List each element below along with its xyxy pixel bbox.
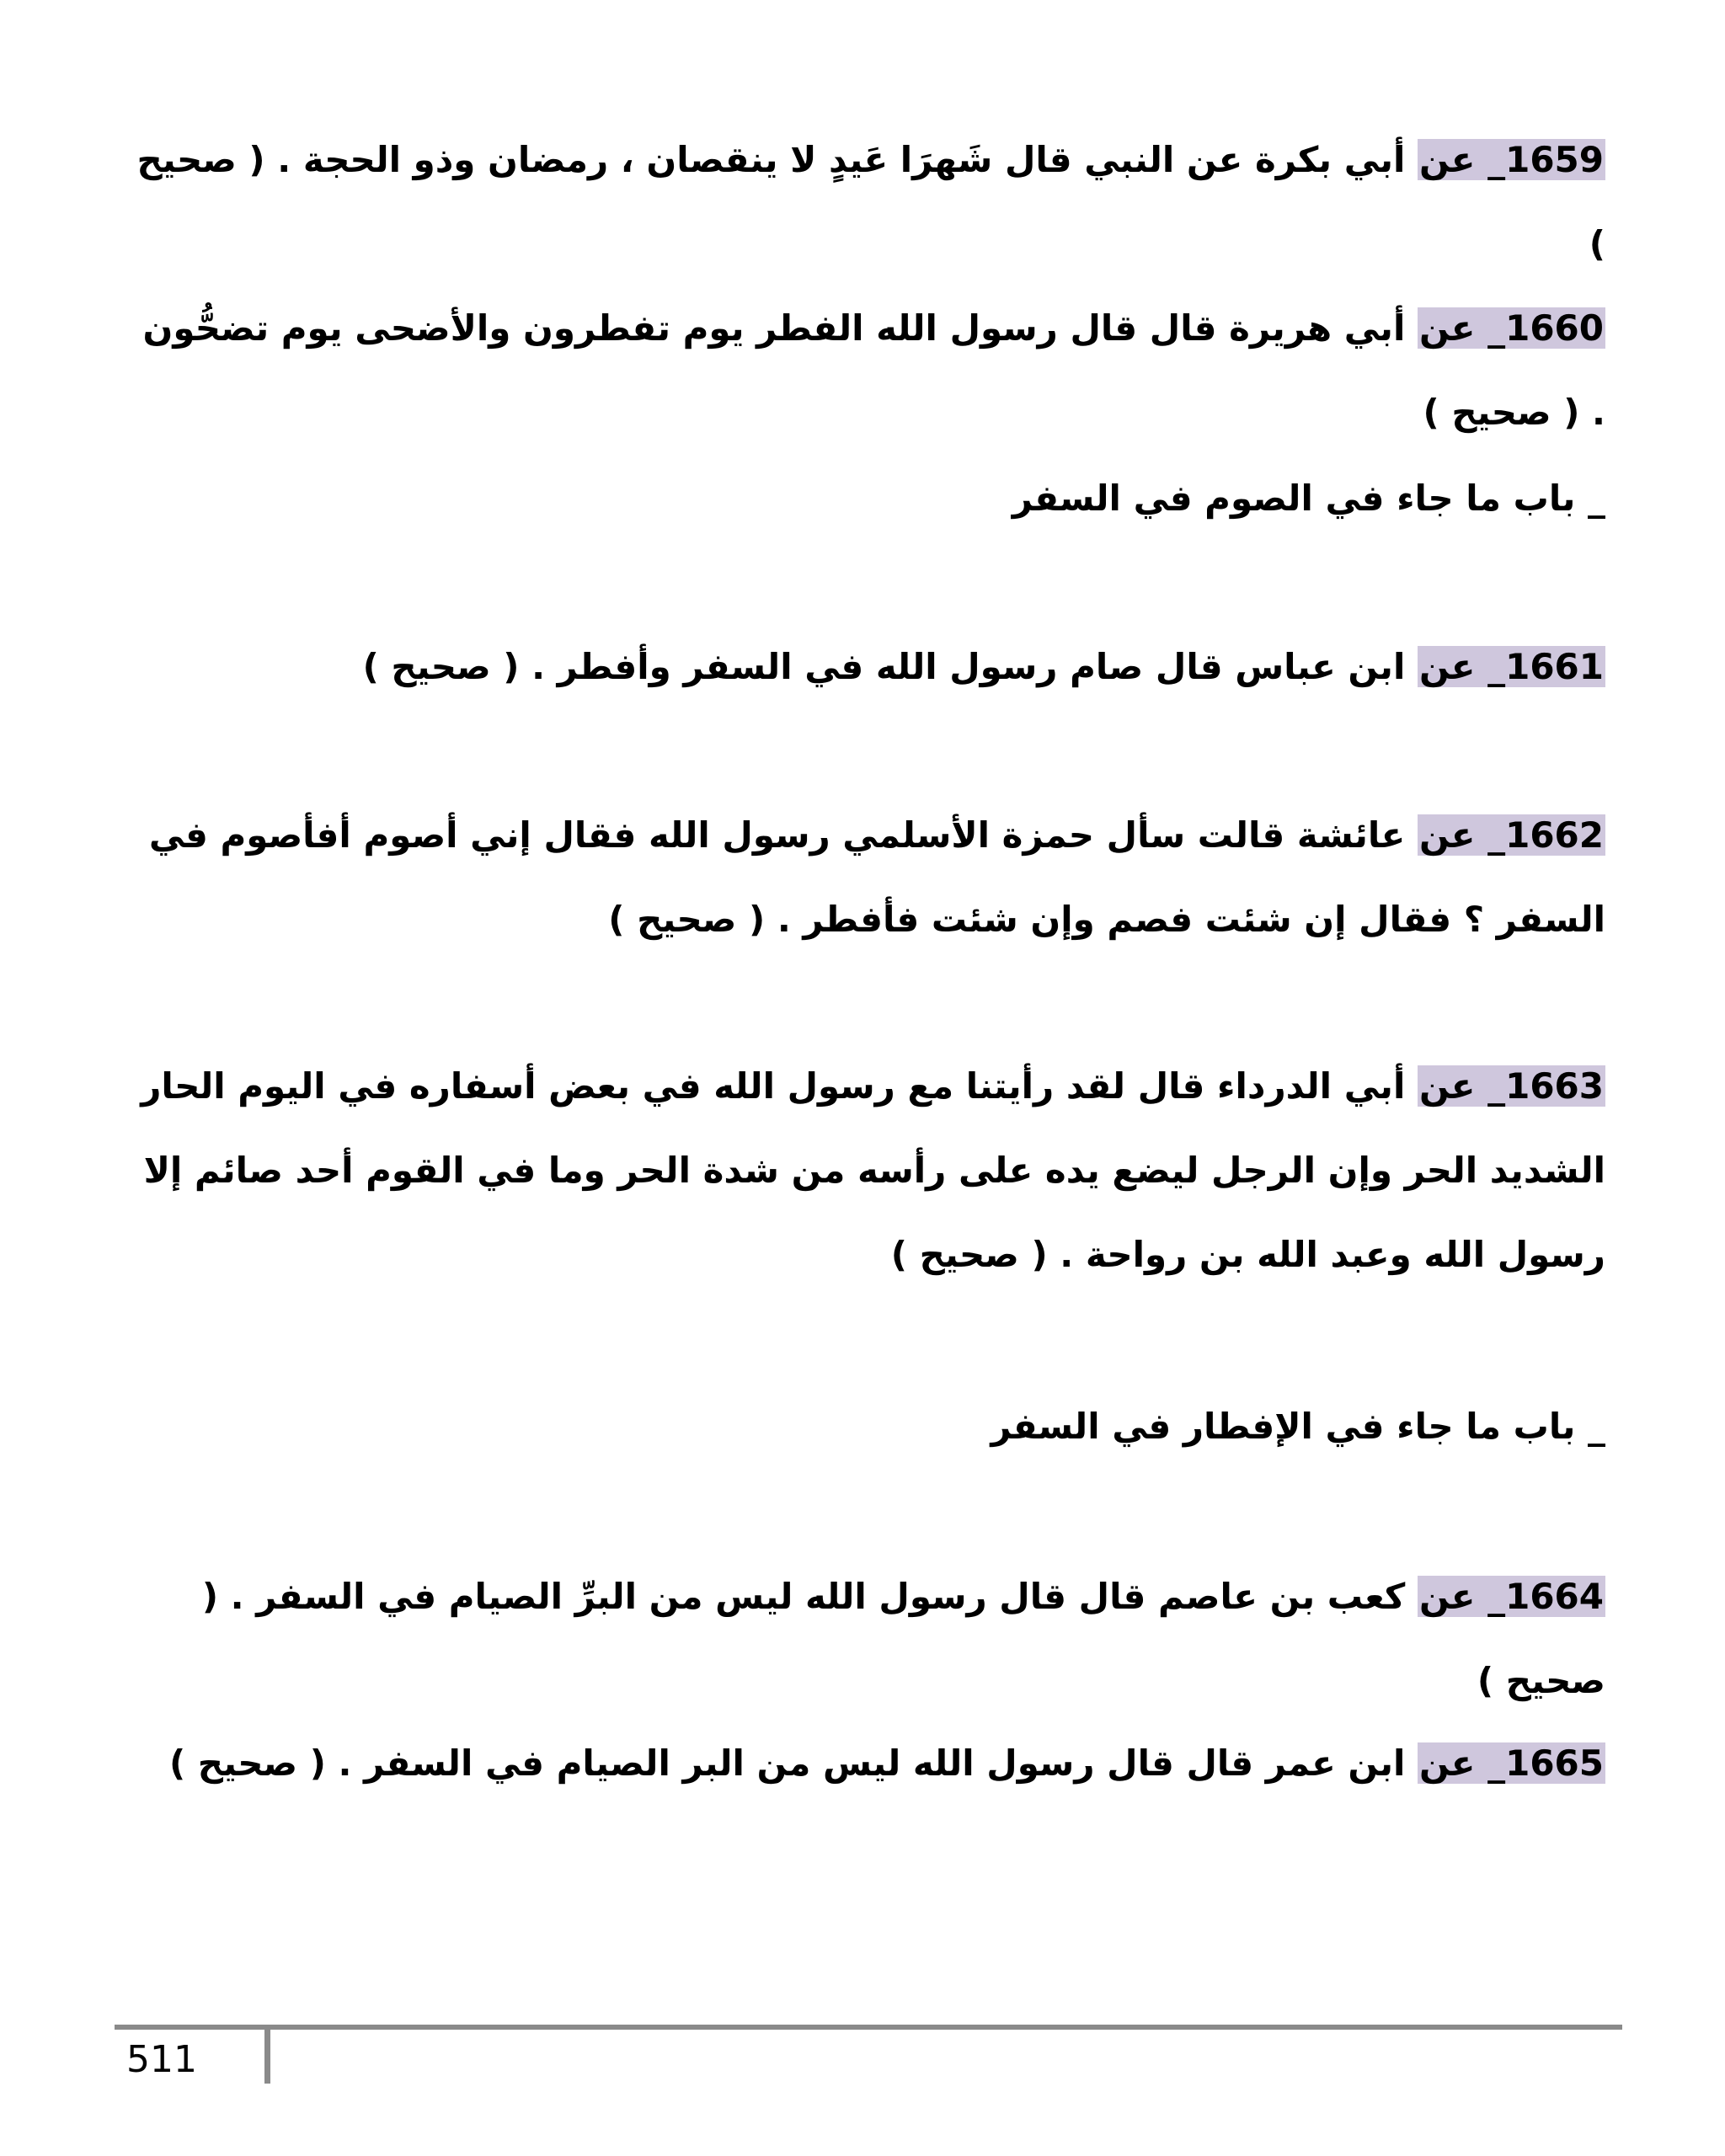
hadith-number: 1662	[1505, 814, 1604, 856]
hadith-1662	[135, 793, 1605, 962]
hadith-number: 1664	[1505, 1576, 1604, 1617]
hadith-text: أبي الدرداء قال لقد رأيتنا مع رسول الله في بعض أسفاره في اليوم الحار الشديد الحر وإن الرجل ليضع يده على رأسه من شدة الحر وما في القوم أحد صائم إلا رسول الله وعبد الله بن رواحة . ( صحيح )	[141, 1065, 1605, 1275]
hadith-text: ابن عمر قال قال رسول الله ليس من البر الصيام في السفر . ( صحيح )	[168, 1742, 1418, 1784]
hadith-number: 1665	[1505, 1742, 1604, 1784]
hadith-1659	[135, 118, 1605, 286]
hadith-1664	[135, 1555, 1605, 1723]
hadith-text: عائشة قالت سأل حمزة الأسلمي رسول الله فقال إني أصوم أفأصوم في السفر ؟ فقال إن شئت فصم وإن شئت فأفطر . ( صحيح )	[148, 814, 1605, 940]
hadith-text: أبي هريرة قال قال رسول الله الفطر يوم تفطرون والأضحى يوم تضحُّون . ( صحيح )	[142, 307, 1605, 433]
hadith-text: أبي بكرة عن النبي قال شَهرَا عَيدٍ لا ينقصان ، رمضان وذو الحجة . ( صحيح )	[136, 139, 1605, 264]
hadith-marker: 1660_ عن	[1418, 307, 1604, 349]
hadith-marker: 1663_ عن	[1418, 1065, 1604, 1107]
hadith-number: 1660	[1505, 307, 1604, 349]
hadith-marker: 1661_ عن	[1418, 646, 1604, 687]
hadith-1665	[135, 1721, 1605, 1806]
chapter-heading-breaking-fast-travel: _ باب ما جاء في الإفطار في السفر	[991, 1406, 1605, 1447]
hadith-marker: 1659_ عن	[1418, 139, 1604, 180]
hadith-1660	[135, 286, 1605, 455]
hadith-1661	[135, 625, 1605, 709]
chapter-heading-fasting-travel: _ باب ما جاء في الصوم في السفر	[1012, 478, 1605, 519]
hadith-text: ابن عباس قال صام رسول الله في السفر وأفطر . ( صحيح )	[362, 646, 1418, 687]
hadith-marker: 1664_ عن	[1418, 1576, 1604, 1617]
hadith-number: 1659	[1505, 139, 1604, 180]
hadith-number: 1663	[1505, 1065, 1604, 1107]
page-number: 511	[126, 2038, 197, 2081]
hadith-number: 1661	[1505, 646, 1604, 687]
hadith-1663	[135, 1044, 1605, 1297]
footer-rule	[115, 2025, 1622, 2030]
footer-divider	[264, 2030, 270, 2084]
hadith-marker: 1662_ عن	[1418, 814, 1604, 856]
hadith-marker: 1665_ عن	[1418, 1742, 1604, 1784]
hadith-text: كعب بن عاصم قال قال رسول الله ليس من البرِّ الصيام في السفر . ( صحيح )	[201, 1576, 1605, 1701]
